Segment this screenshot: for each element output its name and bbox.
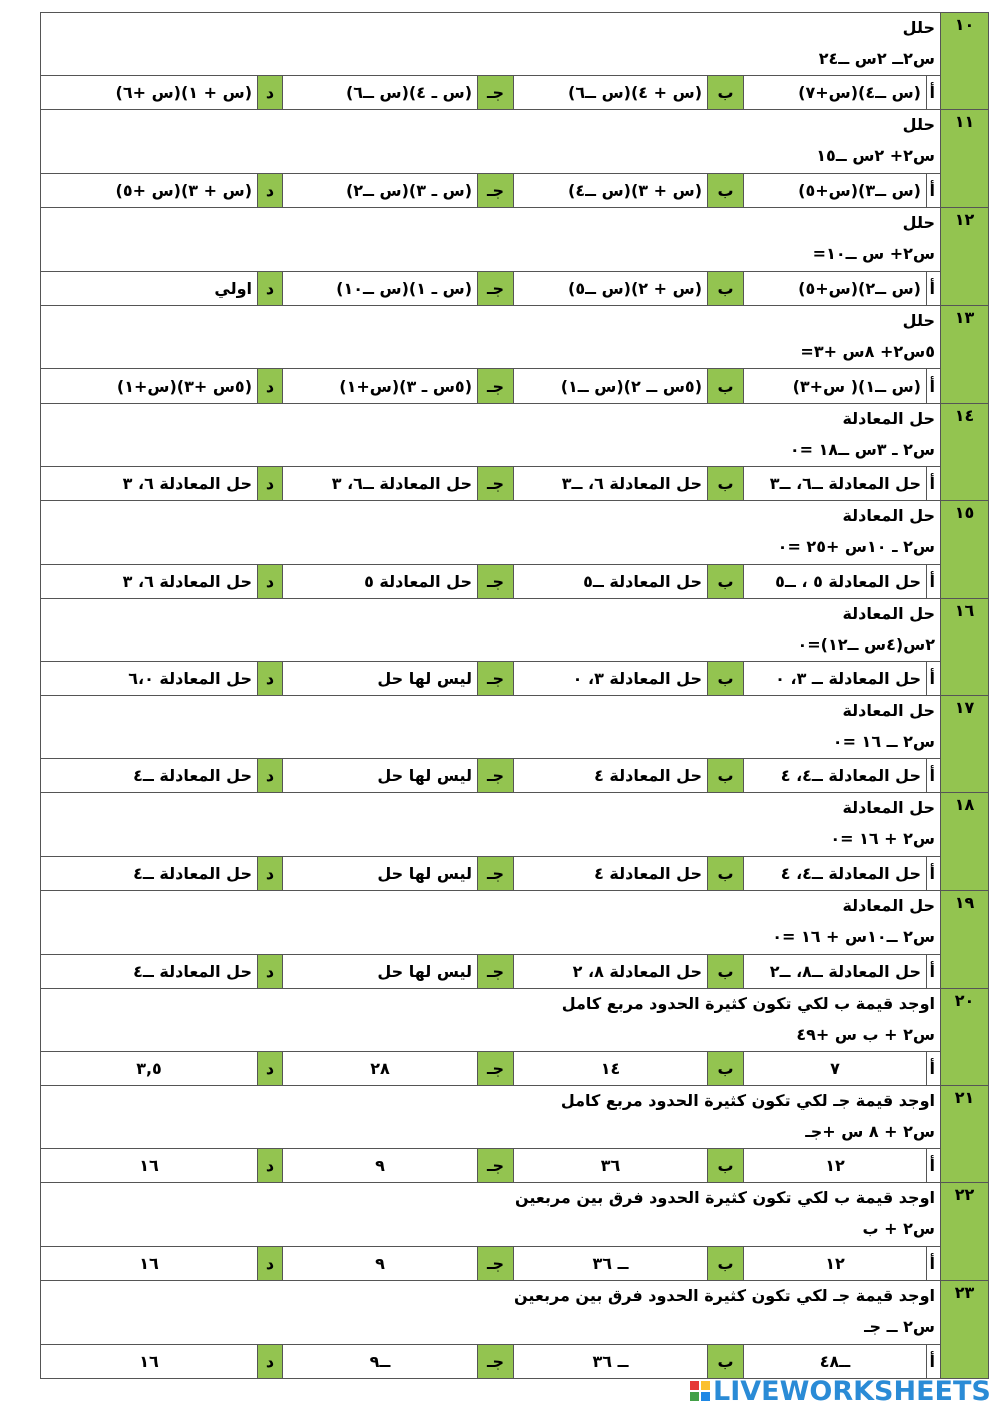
option-c[interactable]: حل المعادلة ٥ xyxy=(283,565,478,599)
option-b-label: ب xyxy=(708,1052,744,1086)
liveworksheets-logo[interactable] xyxy=(690,1376,991,1406)
question-expression: ٥س٢+ ٨س +٣= xyxy=(800,342,935,361)
option-b[interactable]: حل المعادلة ٤ xyxy=(514,857,708,891)
option-b-label: ب xyxy=(708,662,744,696)
question-title: اوجد قيمة جـ لكي تكون كثيرة الحدود فرق بين مربعين xyxy=(514,1286,935,1305)
option-c-label: جـ xyxy=(478,1345,514,1379)
question-row xyxy=(41,1086,989,1149)
logo-blocks-icon xyxy=(690,1381,710,1401)
option-c-label: جـ xyxy=(478,662,514,696)
option-a[interactable]: حل المعادلة ٥ ، ــ٥ xyxy=(744,565,927,599)
question-row xyxy=(41,891,989,955)
question-title: حل المعادلة xyxy=(842,604,935,623)
option-d-label: د xyxy=(258,174,283,208)
option-b[interactable]: (س + ٣)(س ــ٤) xyxy=(514,174,708,208)
option-d[interactable]: ٣,٥ xyxy=(41,1052,258,1086)
question-title: حل المعادلة xyxy=(842,896,935,915)
option-a[interactable]: ــ٤٨ xyxy=(744,1345,927,1379)
question-expression: س٢ ـ ١٠س +٢٥ =٠ xyxy=(777,537,935,556)
question-number: ١٠ xyxy=(941,13,989,110)
question-text xyxy=(41,696,941,759)
question-text xyxy=(41,501,941,565)
option-b[interactable]: حل المعادلة ٤ xyxy=(514,759,708,793)
option-c[interactable]: ــ٩ xyxy=(283,1345,478,1379)
question-expression: س٢ + ٨ س +جـ xyxy=(805,1122,935,1141)
option-a-label: أ xyxy=(927,662,941,696)
option-d[interactable]: حل المعادلة ٦، ٣ xyxy=(41,467,258,501)
option-d-label: د xyxy=(258,662,283,696)
option-a[interactable]: حل المعادلة ــ٤، ٤ xyxy=(744,759,927,793)
option-c-label: جـ xyxy=(478,76,514,110)
option-d[interactable]: حل المعادلة ــ٤ xyxy=(41,759,258,793)
question-text xyxy=(41,13,941,76)
option-a-label: أ xyxy=(927,857,941,891)
option-a[interactable]: حل المعادلة ــ٨، ــ٢ xyxy=(744,955,927,989)
option-d-label: د xyxy=(258,955,283,989)
option-c[interactable]: ليس لها حل xyxy=(283,759,478,793)
option-c[interactable]: ٩ xyxy=(283,1149,478,1183)
question-row xyxy=(41,1183,989,1247)
question-row xyxy=(41,501,989,565)
option-d[interactable]: (٥س +٣)(س+١) xyxy=(41,369,258,404)
option-b-label: ب xyxy=(708,1345,744,1379)
question-expression: س٢ + ب س +٤٩ xyxy=(796,1025,935,1044)
question-title: حلل xyxy=(902,115,935,134)
option-b[interactable]: حل المعادلة ٦، ــ٣ xyxy=(514,467,708,501)
option-a[interactable]: حل المعادلة ــ٤، ٤ xyxy=(744,857,927,891)
option-a[interactable]: (س ــ٢)(س+٥) xyxy=(744,272,927,306)
option-a[interactable]: حل المعادلة ــ ٣، ٠ xyxy=(744,662,927,696)
question-row xyxy=(41,1281,989,1345)
option-d-label: د xyxy=(258,857,283,891)
option-d-label: د xyxy=(258,76,283,110)
answer-row xyxy=(41,272,989,306)
question-text xyxy=(41,793,941,857)
option-a[interactable]: ١٢ xyxy=(744,1247,927,1281)
option-b-label: ب xyxy=(708,857,744,891)
option-d-label: د xyxy=(258,467,283,501)
option-a-label: أ xyxy=(927,369,941,404)
option-c-label: جـ xyxy=(478,174,514,208)
option-a[interactable]: (س ــ١)( س+٣) xyxy=(744,369,927,404)
question-title: حل المعادلة xyxy=(842,506,935,525)
question-row xyxy=(41,110,989,174)
question-expression: س٢ ــ١٠س + ١٦ =٠ xyxy=(772,927,935,946)
answer-row xyxy=(41,174,989,208)
question-text xyxy=(41,1281,941,1345)
option-c-label: جـ xyxy=(478,955,514,989)
question-text xyxy=(41,404,941,467)
question-expression: س٢ ـ ٣س ــ١٨ =٠ xyxy=(789,440,935,459)
option-a-label: أ xyxy=(927,759,941,793)
question-text xyxy=(41,306,941,369)
option-c[interactable]: ليس لها حل xyxy=(283,662,478,696)
answer-row xyxy=(41,1052,989,1086)
option-b-label: ب xyxy=(708,467,744,501)
option-d[interactable]: ١٦ xyxy=(41,1149,258,1183)
option-b-label: ب xyxy=(708,955,744,989)
option-b-label: ب xyxy=(708,174,744,208)
option-a[interactable]: (س ــ٤)(س+٧) xyxy=(744,76,927,110)
question-number: ١٤ xyxy=(941,404,989,501)
option-b-label: ب xyxy=(708,272,744,306)
question-number: ١٣ xyxy=(941,306,989,404)
question-number: ٢٣ xyxy=(941,1281,989,1379)
question-expression: س٢ــ ٢س ــ٢٤ xyxy=(818,49,935,68)
option-c-label: جـ xyxy=(478,565,514,599)
answer-row xyxy=(41,662,989,696)
question-row xyxy=(41,404,989,467)
option-c-label: جـ xyxy=(478,272,514,306)
option-b[interactable]: (س + ٤)(س ــ٦) xyxy=(514,76,708,110)
answer-row xyxy=(41,1345,989,1379)
question-title: حلل xyxy=(902,311,935,330)
question-text xyxy=(41,989,941,1052)
option-b[interactable]: حل المعادلة ــ٥ xyxy=(514,565,708,599)
option-c[interactable]: (س ـ ٤)(س ــ٦) xyxy=(283,76,478,110)
question-number: ٢٢ xyxy=(941,1183,989,1281)
question-expression: س٢+ ٢س ــ١٥ xyxy=(816,146,935,165)
option-b-label: ب xyxy=(708,565,744,599)
option-a[interactable]: ١٢ xyxy=(744,1149,927,1183)
question-row xyxy=(41,793,989,857)
option-d[interactable]: حل المعادلة ٦،٠ xyxy=(41,662,258,696)
question-expression: ٢س(٤س ــ١٢)=٠ xyxy=(797,635,935,654)
question-text xyxy=(41,1086,941,1149)
answer-row xyxy=(41,76,989,110)
answer-row xyxy=(41,467,989,501)
option-c[interactable]: ٩ xyxy=(283,1247,478,1281)
option-c[interactable]: ليس لها حل xyxy=(283,955,478,989)
question-expression: س٢ + ب xyxy=(862,1219,935,1238)
option-a-label: أ xyxy=(927,1345,941,1379)
question-title: اوجد قيمة جـ لكي تكون كثيرة الحدود مربع كامل xyxy=(560,1091,935,1110)
question-text xyxy=(41,208,941,272)
option-b[interactable]: حل المعادلة ٨، ٢ xyxy=(514,955,708,989)
option-d-label: د xyxy=(258,369,283,404)
question-text xyxy=(41,599,941,662)
option-b-label: ب xyxy=(708,369,744,404)
question-row xyxy=(41,989,989,1052)
option-d-label: د xyxy=(258,759,283,793)
answer-row xyxy=(41,759,989,793)
question-expression: س٢ + ١٦ =٠ xyxy=(830,829,935,848)
question-row xyxy=(41,13,989,76)
question-row xyxy=(41,208,989,272)
question-title: اوجد قيمة ب لكي تكون كثيرة الحدود فرق بين مربعين xyxy=(514,1188,935,1207)
option-d[interactable]: اولي xyxy=(41,272,258,306)
question-row xyxy=(41,306,989,369)
option-d-label: د xyxy=(258,565,283,599)
option-c[interactable]: (س ـ ٣)(س ــ٢) xyxy=(283,174,478,208)
option-d-label: د xyxy=(258,1247,283,1281)
question-title: حل المعادلة xyxy=(842,798,935,817)
option-c[interactable]: ليس لها حل xyxy=(283,857,478,891)
answer-row xyxy=(41,565,989,599)
question-row xyxy=(41,599,989,662)
question-number: ١٢ xyxy=(941,208,989,306)
question-text xyxy=(41,891,941,955)
answer-row xyxy=(41,857,989,891)
option-c-label: جـ xyxy=(478,1247,514,1281)
question-number: ١٧ xyxy=(941,696,989,793)
option-b-label: ب xyxy=(708,1247,744,1281)
answer-row xyxy=(41,955,989,989)
option-b[interactable]: حل المعادلة ٣، ٠ xyxy=(514,662,708,696)
question-number: ٢١ xyxy=(941,1086,989,1183)
question-title: حلل xyxy=(902,213,935,232)
question-text xyxy=(41,110,941,174)
question-number: ١٦ xyxy=(941,599,989,696)
option-c[interactable]: حل المعادلة ــ٦، ٣ xyxy=(283,467,478,501)
option-c[interactable]: ٢٨ xyxy=(283,1052,478,1086)
option-c-label: جـ xyxy=(478,1149,514,1183)
question-title: حلل xyxy=(902,18,935,37)
option-a-label: أ xyxy=(927,1149,941,1183)
question-expression: س٢+ س ــ١٠= xyxy=(812,244,935,263)
option-c-label: جـ xyxy=(478,857,514,891)
option-a-label: أ xyxy=(927,1052,941,1086)
question-number: ١٥ xyxy=(941,501,989,599)
option-a[interactable]: حل المعادلة ــ٦، ــ٣ xyxy=(744,467,927,501)
option-a-label: أ xyxy=(927,467,941,501)
option-a-label: أ xyxy=(927,565,941,599)
option-d-label: د xyxy=(258,1052,283,1086)
option-d-label: د xyxy=(258,272,283,306)
question-expression: س٢ ــ ١٦ =٠ xyxy=(832,732,935,751)
question-row xyxy=(41,696,989,759)
option-b-label: ب xyxy=(708,76,744,110)
option-c-label: جـ xyxy=(478,1052,514,1086)
question-title: اوجد قيمة ب لكي تكون كثيرة الحدود مربع كامل xyxy=(561,994,935,1013)
option-d[interactable]: حل المعادلة ٦، ٣ xyxy=(41,565,258,599)
question-number: ١٨ xyxy=(941,793,989,891)
question-text xyxy=(41,1183,941,1247)
option-b[interactable]: ٣٦ xyxy=(514,1149,708,1183)
option-c-label: جـ xyxy=(478,759,514,793)
question-title: حل المعادلة xyxy=(842,409,935,428)
option-a-label: أ xyxy=(927,76,941,110)
option-d-label: د xyxy=(258,1345,283,1379)
option-c-label: جـ xyxy=(478,467,514,501)
question-title: حل المعادلة xyxy=(842,701,935,720)
option-a-label: أ xyxy=(927,955,941,989)
option-d[interactable]: ١٦ xyxy=(41,1345,258,1379)
option-d[interactable]: ١٦ xyxy=(41,1247,258,1281)
worksheet-table xyxy=(40,12,989,1379)
option-a-label: أ xyxy=(927,272,941,306)
option-b-label: ب xyxy=(708,759,744,793)
question-number: ١٩ xyxy=(941,891,989,989)
option-b[interactable]: (٥س ــ ٢)(س ــ١) xyxy=(514,369,708,404)
option-a-label: أ xyxy=(927,174,941,208)
option-d[interactable]: (س + ٣)(س +٥) xyxy=(41,174,258,208)
question-number: ١١ xyxy=(941,110,989,208)
option-b[interactable]: ١٤ xyxy=(514,1052,708,1086)
option-c[interactable]: (س ـ ١)(س ــ١٠) xyxy=(283,272,478,306)
answer-row xyxy=(41,369,989,404)
option-c-label: جـ xyxy=(478,369,514,404)
option-d[interactable]: حل المعادلة ــ٤ xyxy=(41,857,258,891)
option-a[interactable]: ٧ xyxy=(744,1052,927,1086)
option-b[interactable]: ــ ٣٦ xyxy=(514,1345,708,1379)
option-d[interactable]: (س + ١)(س +٦) xyxy=(41,76,258,110)
option-d[interactable]: حل المعادلة ــ٤ xyxy=(41,955,258,989)
logo-text: LIVEWORKSHEETS xyxy=(713,1375,991,1407)
option-b[interactable]: (س + ٢)(س ــ٥) xyxy=(514,272,708,306)
option-a[interactable]: (س ــ٣)(س+٥) xyxy=(744,174,927,208)
option-d-label: د xyxy=(258,1149,283,1183)
answer-row xyxy=(41,1247,989,1281)
option-c[interactable]: (٥س ـ ٣)(س+١) xyxy=(283,369,478,404)
option-b[interactable]: ــ ٣٦ xyxy=(514,1247,708,1281)
question-number: ٢٠ xyxy=(941,989,989,1086)
question-expression: س٢ ــ جـ xyxy=(864,1317,935,1336)
option-b-label: ب xyxy=(708,1149,744,1183)
answer-row xyxy=(41,1149,989,1183)
option-a-label: أ xyxy=(927,1247,941,1281)
